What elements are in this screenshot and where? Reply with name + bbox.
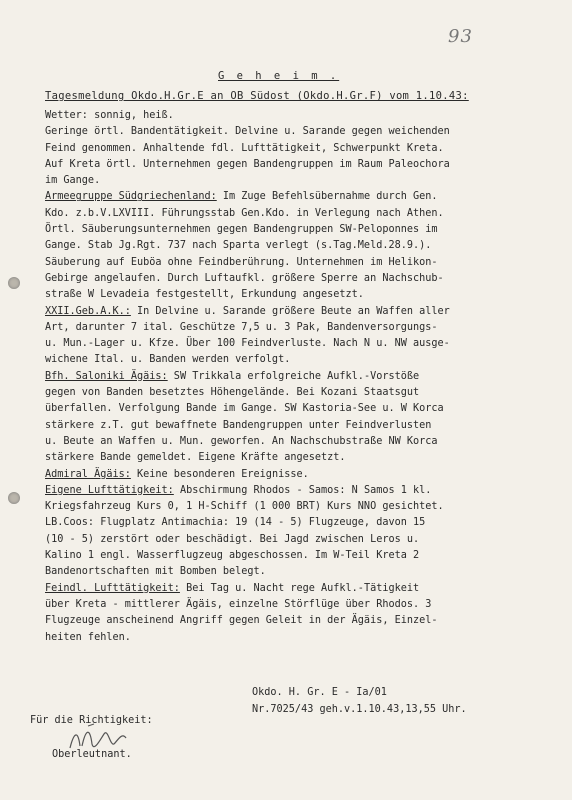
report-line	[45, 173, 545, 189]
footer-reference: Nr.7025/43 geh.v.1.10.43,13,55 Uhr.	[252, 704, 467, 715]
line-text: Feind genommen. Anhaltende fdl. Lufttätigkeit, Schwerpunkt Kreta.	[45, 142, 444, 154]
section-heading: Feindl. Lufttätigkeit:	[45, 582, 180, 594]
line-text: Auf Kreta örtl. Unternehmen gegen Bandengruppen im Raum Paleochora	[45, 158, 450, 170]
signer-rank: Oberleutnant.	[52, 749, 132, 760]
line-text: Art, darunter 7 ital. Geschütze 7,5 u. 3 Pak, Bandenversorgungs-	[45, 321, 438, 333]
report-line	[45, 108, 545, 124]
line-text: Abschirmung Rhodos - Samos: N Samos 1 kl.	[173, 484, 432, 496]
punch-hole	[8, 492, 20, 504]
report-line	[45, 483, 545, 499]
report-line	[45, 238, 545, 254]
line-text: im Gange.	[45, 175, 101, 187]
line-text: Keine besonderen Ereignisse.	[130, 468, 309, 480]
line-text: Geringe örtl. Bandentätigkeit. Delvine u. Sarande gegen weichenden	[45, 126, 450, 138]
classification-heading: G e h e i m .	[218, 70, 340, 82]
line-text: u. Beute an Waffen u. Mun. geworfen. An Nachschubstraße NW Korca	[45, 435, 438, 447]
certification-label: Für die Richtigkeit:	[30, 715, 153, 726]
line-text: stärkere z.T. gut bewaffnete Bandengruppen unter Feindverlusten	[45, 419, 432, 431]
section-heading: Eigene Lufttätigkeit:	[45, 484, 174, 496]
report-line	[45, 450, 545, 466]
report-line	[45, 352, 545, 368]
line-text: Flugzeuge anscheinend Angriff gegen Geleit in der Ägäis, Einzel-	[45, 615, 438, 627]
report-line	[45, 157, 545, 173]
report-line	[45, 467, 545, 483]
line-text: überfallen. Verfolgung Bande im Gange. SW Kastoria-See u. W Korca	[45, 403, 444, 415]
report-line	[45, 141, 545, 157]
section-heading: Armeegruppe Südgriechenland:	[45, 191, 217, 203]
report-line	[45, 320, 545, 336]
line-text: Bandenortschaften mit Bomben belegt.	[45, 566, 266, 578]
line-text: In Delvine u. Sarande größere Beute an Waffen aller	[130, 305, 450, 317]
report-line	[45, 613, 545, 629]
report-line	[45, 564, 545, 580]
footer-office: Okdo. H. Gr. E - Ia/01	[252, 687, 387, 698]
report-line	[45, 336, 545, 352]
report-line	[45, 385, 545, 401]
line-text: Örtl. Säuberungsunternehmen gegen Bandengruppen SW-Peloponnes im	[45, 224, 438, 236]
report-line	[45, 124, 545, 140]
report-line	[45, 597, 545, 613]
line-text: Bei Tag u. Nacht rege Aufkl.-Tätigkeit	[179, 582, 420, 594]
section-heading: Bfh. Saloniki Ägäis:	[45, 370, 168, 382]
report-line	[45, 369, 545, 385]
report-line	[45, 222, 545, 238]
line-text: Kalino 1 engl. Wasserflugzeug abgeschossen. Im W-Teil Kreta 2	[45, 550, 420, 562]
line-text: u. Mun.-Lager u. Kfze. Über 100 Feindverluste. Nach N u. NW ausge-	[45, 338, 450, 350]
report-line	[45, 271, 545, 287]
line-text: über Kreta - mittlerer Ägäis, einzelne Störflüge über Rhodos. 3	[45, 598, 432, 610]
line-text: stärkere Bande gemeldet. Eigene Kräfte angesetzt.	[45, 452, 346, 464]
report-line	[45, 304, 545, 320]
section-heading: Admiral Ägäis:	[45, 468, 131, 480]
report-body	[45, 108, 545, 646]
report-line	[45, 630, 545, 646]
report-line	[45, 418, 545, 434]
line-text: wichene Ital. u. Banden werden verfolgt.	[45, 354, 291, 366]
line-text: Säuberung auf Euböa ohne Feindberührung. Unternehmen im Helikon-	[45, 256, 438, 268]
line-text: gegen von Banden besetztes Höhengelände. Bei Kozani Staatsgut	[45, 387, 420, 399]
line-text: straße W Levadeia festgestellt, Erkundung angesetzt.	[45, 289, 364, 301]
report-line	[45, 401, 545, 417]
line-text: Wetter: sonnig, heiß.	[45, 110, 174, 121]
footer-office-block	[252, 684, 467, 718]
report-line	[45, 255, 545, 271]
punch-hole	[8, 277, 20, 289]
line-text: Kriegsfahrzeug Kurs 0, 1 H-Schiff (1 000 BRT) Kurs NNO gesichtet.	[45, 501, 444, 513]
report-line	[45, 548, 545, 564]
report-line	[45, 532, 545, 548]
report-line	[45, 499, 545, 515]
line-text: Gebirge angelaufen. Durch Luftaufkl. größere Sperre an Nachschub-	[45, 272, 444, 284]
line-text: heiten fehlen.	[45, 631, 131, 643]
report-line	[45, 515, 545, 531]
report-subtitle: Tagesmeldung Okdo.H.Gr.E an OB Südost (Okdo.H.Gr.F) vom 1.10.43:	[45, 90, 469, 102]
line-text: SW Trikkala erfolgreiche Aufkl.-Vorstöße	[167, 370, 420, 382]
line-text: Gange. Stab Jg.Rgt. 737 nach Sparta verlegt (s.Tag.Meld.28.9.).	[45, 240, 432, 252]
report-line	[45, 206, 545, 222]
section-heading: XXII.Geb.A.K.:	[45, 305, 131, 317]
page-number: 93	[448, 26, 473, 47]
report-line	[45, 189, 545, 205]
handwritten-signature	[64, 722, 154, 758]
line-text: Im Zuge Befehlsübernahme durch Gen.	[216, 191, 438, 203]
report-line	[45, 287, 545, 303]
report-line	[45, 434, 545, 450]
report-line	[45, 581, 545, 597]
line-text: (10 - 5) zerstört oder beschädigt. Bei Jagd zwischen Leros u.	[45, 533, 420, 545]
line-text: Kdo. z.b.V.LXVIII. Führungsstab Gen.Kdo. in Verlegung nach Athen.	[45, 207, 444, 219]
line-text: LB.Coos: Flugplatz Antimachia: 19 (14 - 5) Flugzeuge, davon 15	[45, 517, 426, 529]
